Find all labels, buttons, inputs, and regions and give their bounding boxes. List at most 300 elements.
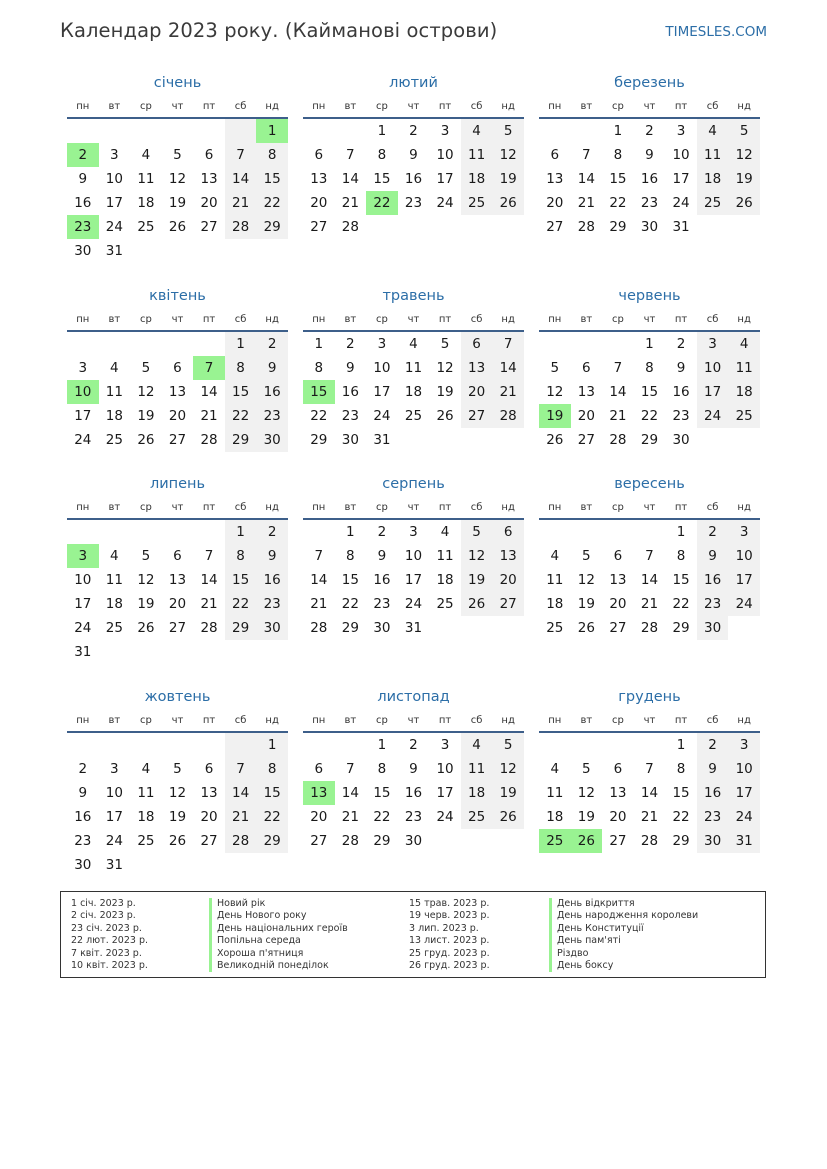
day-cell: 4	[728, 332, 760, 356]
weekday-label: пт	[438, 313, 452, 325]
empty-day-cell	[67, 733, 99, 757]
day-cell: 5	[582, 548, 591, 564]
site-link[interactable]: TIMESLES.COM	[665, 24, 767, 40]
empty-day-cell	[634, 733, 666, 757]
day-cell: 13	[609, 785, 627, 801]
empty-day-cell	[193, 119, 225, 143]
weekday-header	[67, 308, 288, 332]
day-cell: 1	[676, 524, 686, 540]
day-cell: 17	[74, 408, 92, 424]
day-cell: 17	[373, 384, 391, 400]
day-cell: 5	[582, 761, 591, 777]
day-cell: 2	[697, 733, 729, 757]
weekday-label: чт	[407, 714, 420, 726]
day-cell: 4	[141, 761, 151, 777]
day-cell: 18	[436, 572, 454, 588]
day-cell: 28	[577, 219, 595, 235]
day-cell: 4	[440, 524, 450, 540]
page-title: Календар 2023 року. (Кайманові острови)	[60, 19, 498, 42]
day-cell: 9	[78, 785, 88, 801]
day-cell: 28	[200, 432, 218, 448]
day-cell: 22	[225, 404, 257, 428]
day-cell: 8	[256, 143, 288, 167]
day-cell: 26	[492, 805, 524, 829]
month-name: серпень	[382, 476, 445, 492]
day-cell: 3	[440, 123, 450, 139]
day-cell: 10	[436, 147, 454, 163]
day-cell: 21	[341, 809, 359, 825]
day-cell: 21	[577, 195, 595, 211]
day-cell: 16	[341, 384, 359, 400]
day-cell: 18	[137, 809, 155, 825]
day-cell: 8	[256, 757, 288, 781]
day-cell: 10	[436, 761, 454, 777]
day-cell: 11	[105, 384, 123, 400]
day-cell: 29	[609, 219, 627, 235]
day-cell: 2	[409, 123, 418, 139]
day-cell: 19	[728, 167, 760, 191]
legend-holiday-name: День боксу	[557, 959, 614, 971]
weekday-label: вт	[344, 714, 357, 726]
day-cell: 29	[310, 432, 328, 448]
day-grid	[539, 119, 760, 239]
weekday-label: вт	[344, 100, 357, 112]
weekday-header	[303, 496, 524, 520]
day-cell: 17	[105, 809, 123, 825]
day-cell: 24	[728, 592, 760, 616]
day-cell: 27	[609, 620, 627, 636]
day-cell: 14	[225, 167, 257, 191]
weekday-label: сб	[706, 100, 719, 112]
month-name: травень	[382, 288, 445, 304]
day-cell: 17	[728, 568, 760, 592]
day-cell: 25	[546, 620, 564, 636]
day-cell: 9	[377, 548, 387, 564]
month-name: червень	[618, 288, 681, 304]
day-cell: 30	[640, 219, 659, 235]
day-cell: 8	[645, 360, 654, 376]
weekday-label: сб	[470, 501, 483, 513]
day-cell: 24	[74, 432, 92, 448]
empty-day-cell	[67, 520, 99, 544]
day-cell: 23	[373, 596, 391, 612]
month-block	[67, 685, 288, 877]
day-cell: 7	[613, 360, 623, 376]
day-cell: 16	[256, 568, 288, 592]
day-cell: 30	[697, 616, 729, 640]
day-cell: 18	[546, 809, 564, 825]
day-cell: 11	[137, 171, 155, 187]
holiday-day-cell: 1	[256, 119, 288, 143]
day-cell: 21	[640, 809, 659, 825]
day-cell: 28	[200, 620, 218, 636]
holiday-day-cell: 23	[67, 215, 99, 239]
day-cell: 15	[672, 572, 690, 588]
day-cell: 26	[137, 620, 155, 636]
empty-day-cell	[602, 520, 634, 544]
day-cell: 21	[225, 805, 257, 829]
day-cell: 24	[373, 408, 391, 424]
legend-date: 2 січ. 2023 р.	[71, 910, 136, 922]
weekday-label: вт	[108, 313, 121, 325]
legend-holiday-name: День національних героїв	[217, 922, 348, 934]
weekday-label: нд	[265, 313, 279, 325]
day-cell: 28	[225, 215, 257, 239]
day-cell: 11	[546, 785, 564, 801]
day-cell: 9	[346, 360, 355, 376]
weekday-label: вт	[580, 714, 593, 726]
weekday-header	[539, 95, 760, 119]
holiday-day-cell: 19	[539, 404, 571, 428]
day-cell: 2	[409, 737, 418, 753]
day-cell: 9	[78, 171, 88, 187]
empty-day-cell	[602, 733, 634, 757]
day-cell: 23	[404, 195, 423, 211]
day-cell: 25	[137, 219, 155, 235]
day-cell: 24	[404, 596, 423, 612]
empty-day-cell	[130, 119, 162, 143]
day-cell: 25	[137, 833, 155, 849]
day-cell: 16	[256, 380, 288, 404]
day-cell: 21	[200, 596, 218, 612]
day-cell: 29	[341, 620, 359, 636]
day-cell: 27	[609, 833, 627, 849]
day-cell: 12	[546, 384, 564, 400]
day-cell: 25	[697, 191, 729, 215]
legend-date: 15 трав. 2023 р.	[409, 898, 490, 909]
weekday-label: нд	[501, 100, 515, 112]
day-cell: 11	[728, 356, 760, 380]
day-cell: 7	[225, 143, 257, 167]
day-cell: 14	[577, 171, 595, 187]
day-cell: 6	[613, 761, 623, 777]
weekday-header	[539, 496, 760, 520]
empty-day-cell	[130, 332, 162, 356]
month-block	[539, 472, 760, 640]
empty-day-cell	[193, 520, 225, 544]
legend-holiday-name: Новий рік	[217, 898, 266, 909]
weekday-label: сб	[470, 313, 483, 325]
empty-day-cell	[130, 733, 162, 757]
legend-date: 23 січ. 2023 р.	[71, 922, 142, 934]
weekday-label: сб	[706, 501, 719, 513]
day-cell: 1	[377, 123, 387, 139]
day-cell: 19	[492, 167, 524, 191]
day-cell: 23	[256, 592, 288, 616]
empty-day-cell	[225, 119, 257, 143]
legend-left-dates	[71, 898, 148, 972]
day-cell: 1	[645, 336, 654, 352]
day-cell: 8	[676, 761, 686, 777]
day-cell: 6	[204, 147, 214, 163]
day-cell: 29	[225, 428, 257, 452]
month-name: липень	[149, 476, 206, 492]
day-cell: 3	[728, 733, 760, 757]
weekday-label: пн	[312, 714, 326, 726]
day-cell: 14	[640, 785, 659, 801]
day-cell: 18	[728, 380, 760, 404]
weekday-label: ср	[375, 100, 388, 112]
day-cell: 4	[110, 548, 119, 564]
day-cell: 2	[697, 520, 729, 544]
day-grid	[67, 520, 288, 664]
weekday-label: чт	[407, 100, 420, 112]
day-cell: 5	[492, 119, 524, 143]
day-cell: 30	[341, 432, 359, 448]
weekday-header	[67, 709, 288, 733]
day-cell: 6	[173, 360, 182, 376]
day-cell: 17	[697, 380, 729, 404]
weekday-header	[67, 95, 288, 119]
day-cell: 10	[74, 572, 92, 588]
day-cell: 18	[546, 596, 564, 612]
weekday-label: ср	[375, 501, 388, 513]
day-cell: 27	[168, 620, 187, 636]
day-cell: 13	[168, 384, 187, 400]
day-cell: 10	[373, 360, 391, 376]
day-cell: 1	[225, 520, 257, 544]
weekday-label: нд	[501, 714, 515, 726]
day-cell: 6	[314, 147, 324, 163]
day-cell: 6	[492, 520, 524, 544]
month-block	[67, 472, 288, 664]
weekday-header	[303, 308, 524, 332]
day-cell: 29	[373, 833, 391, 849]
day-cell: 22	[640, 408, 659, 424]
empty-day-cell	[99, 520, 131, 544]
legend-date: 19 черв. 2023 р.	[409, 910, 490, 922]
month-name: березень	[614, 75, 685, 91]
weekday-header	[303, 709, 524, 733]
day-cell: 6	[550, 147, 560, 163]
legend-holiday-name: День Нового року	[217, 910, 307, 922]
day-cell: 8	[314, 360, 324, 376]
day-cell: 12	[168, 785, 187, 801]
day-cell: 20	[546, 195, 564, 211]
day-cell: 23	[672, 408, 690, 424]
day-cell: 21	[341, 195, 359, 211]
day-grid	[303, 119, 524, 239]
day-cell: 18	[137, 195, 155, 211]
weekday-label: пт	[674, 501, 688, 513]
day-cell: 5	[173, 761, 182, 777]
weekday-label: пт	[438, 501, 452, 513]
weekday-label: ср	[611, 714, 624, 726]
weekday-label: вт	[580, 501, 593, 513]
day-cell: 5	[728, 119, 760, 143]
weekday-header	[539, 709, 760, 733]
day-cell: 25	[105, 620, 123, 636]
day-cell: 13	[200, 171, 218, 187]
day-cell: 12	[137, 572, 155, 588]
day-cell: 18	[404, 384, 423, 400]
day-cell: 5	[550, 360, 560, 376]
day-cell: 15	[672, 785, 690, 801]
day-cell: 9	[256, 356, 288, 380]
day-cell: 7	[225, 757, 257, 781]
holiday-day-cell: 7	[193, 356, 225, 380]
weekday-label: ср	[611, 100, 624, 112]
empty-day-cell	[539, 119, 571, 143]
month-block	[539, 71, 760, 239]
empty-day-cell	[193, 733, 225, 757]
weekday-label: пн	[76, 714, 90, 726]
day-cell: 1	[676, 737, 686, 753]
day-cell: 8	[377, 761, 387, 777]
day-cell: 15	[341, 572, 359, 588]
day-cell: 18	[697, 167, 729, 191]
day-cell: 6	[314, 761, 324, 777]
day-cell: 28	[492, 404, 524, 428]
legend-date: 26 груд. 2023 р.	[409, 959, 490, 971]
weekday-label: сб	[470, 100, 483, 112]
day-cell: 10	[105, 171, 123, 187]
legend-date: 22 лют. 2023 р.	[71, 935, 148, 947]
day-cell: 3	[697, 332, 729, 356]
day-cell: 16	[640, 171, 659, 187]
day-cell: 13	[310, 171, 328, 187]
day-cell: 22	[373, 809, 391, 825]
weekday-label: пт	[438, 100, 452, 112]
month-block	[67, 284, 288, 452]
weekday-label: нд	[737, 313, 751, 325]
day-cell: 12	[436, 360, 454, 376]
day-cell: 15	[256, 167, 288, 191]
day-cell: 21	[225, 191, 257, 215]
day-cell: 10	[105, 785, 123, 801]
day-cell: 31	[728, 829, 760, 853]
holiday-day-cell: 13	[303, 781, 335, 805]
day-cell: 25	[461, 191, 493, 215]
weekday-label: пт	[438, 714, 452, 726]
weekday-label: нд	[501, 313, 515, 325]
day-cell: 11	[546, 572, 564, 588]
weekday-label: пт	[674, 313, 688, 325]
day-cell: 19	[461, 568, 493, 592]
day-cell: 10	[404, 548, 423, 564]
day-cell: 24	[105, 833, 123, 849]
day-cell: 30	[74, 243, 92, 259]
day-cell: 29	[672, 833, 690, 849]
day-cell: 10	[728, 544, 760, 568]
day-cell: 5	[492, 733, 524, 757]
day-cell: 21	[492, 380, 524, 404]
day-cell: 14	[609, 384, 627, 400]
day-cell: 27	[310, 219, 328, 235]
weekday-label: пт	[202, 100, 216, 112]
empty-day-cell	[162, 332, 194, 356]
day-cell: 23	[697, 805, 729, 829]
empty-day-cell	[303, 520, 335, 544]
weekday-label: вт	[580, 100, 593, 112]
day-cell: 7	[346, 147, 355, 163]
day-cell: 22	[225, 592, 257, 616]
weekday-label: сб	[706, 714, 719, 726]
day-cell: 11	[404, 360, 423, 376]
day-cell: 10	[672, 147, 690, 163]
empty-day-cell	[225, 733, 257, 757]
day-cell: 11	[461, 143, 493, 167]
day-cell: 3	[409, 524, 418, 540]
day-cell: 1	[613, 123, 623, 139]
day-cell: 20	[200, 195, 218, 211]
legend-date: 10 квіт. 2023 р.	[71, 959, 148, 971]
day-cell: 11	[436, 548, 454, 564]
month-block	[303, 685, 524, 853]
day-grid	[67, 119, 288, 263]
weekday-label: пт	[674, 100, 688, 112]
day-cell: 26	[436, 408, 454, 424]
weekday-label: сб	[470, 714, 483, 726]
day-cell: 26	[461, 592, 493, 616]
day-cell: 12	[492, 757, 524, 781]
legend-holiday-name: Різдво	[557, 947, 589, 959]
day-cell: 9	[409, 761, 418, 777]
day-cell: 16	[404, 785, 423, 801]
day-cell: 28	[341, 219, 359, 235]
day-cell: 23	[404, 809, 423, 825]
day-cell: 27	[577, 432, 595, 448]
weekday-header	[539, 308, 760, 332]
day-cell: 2	[645, 123, 654, 139]
day-cell: 15	[373, 171, 391, 187]
day-cell: 14	[310, 572, 328, 588]
day-cell: 13	[461, 356, 493, 380]
empty-day-cell	[539, 520, 571, 544]
empty-day-cell	[539, 332, 571, 356]
month-block	[67, 71, 288, 263]
day-cell: 17	[436, 171, 454, 187]
empty-day-cell	[335, 119, 367, 143]
day-cell: 30	[373, 620, 391, 636]
month-name: квітень	[149, 288, 206, 304]
legend-date: 3 лип. 2023 р.	[409, 922, 479, 934]
day-cell: 24	[74, 620, 92, 636]
weekday-label: вт	[108, 100, 121, 112]
day-cell: 8	[225, 356, 257, 380]
empty-day-cell	[162, 520, 194, 544]
month-block	[303, 472, 524, 640]
weekday-label: ср	[139, 100, 152, 112]
weekday-label: пн	[312, 501, 326, 513]
day-cell: 12	[492, 143, 524, 167]
weekday-label: сб	[234, 313, 247, 325]
day-cell: 20	[310, 809, 328, 825]
day-cell: 3	[440, 737, 450, 753]
month-block	[539, 284, 760, 452]
day-cell: 16	[697, 568, 729, 592]
day-cell: 26	[168, 833, 187, 849]
weekday-label: чт	[643, 100, 656, 112]
day-grid	[303, 520, 524, 640]
day-cell: 6	[582, 360, 591, 376]
legend-holiday-name: День Конституції	[557, 922, 644, 934]
day-cell: 7	[204, 548, 214, 564]
day-grid	[303, 332, 524, 452]
empty-day-cell	[571, 332, 603, 356]
day-cell: 14	[640, 572, 659, 588]
day-cell: 16	[74, 195, 92, 211]
day-cell: 4	[141, 147, 151, 163]
day-cell: 29	[225, 616, 257, 640]
weekday-label: сб	[706, 313, 719, 325]
weekday-label: чт	[643, 501, 656, 513]
weekday-label: пт	[202, 714, 216, 726]
weekday-label: нд	[265, 501, 279, 513]
day-cell: 15	[225, 380, 257, 404]
day-cell: 28	[341, 833, 359, 849]
day-cell: 5	[173, 147, 182, 163]
